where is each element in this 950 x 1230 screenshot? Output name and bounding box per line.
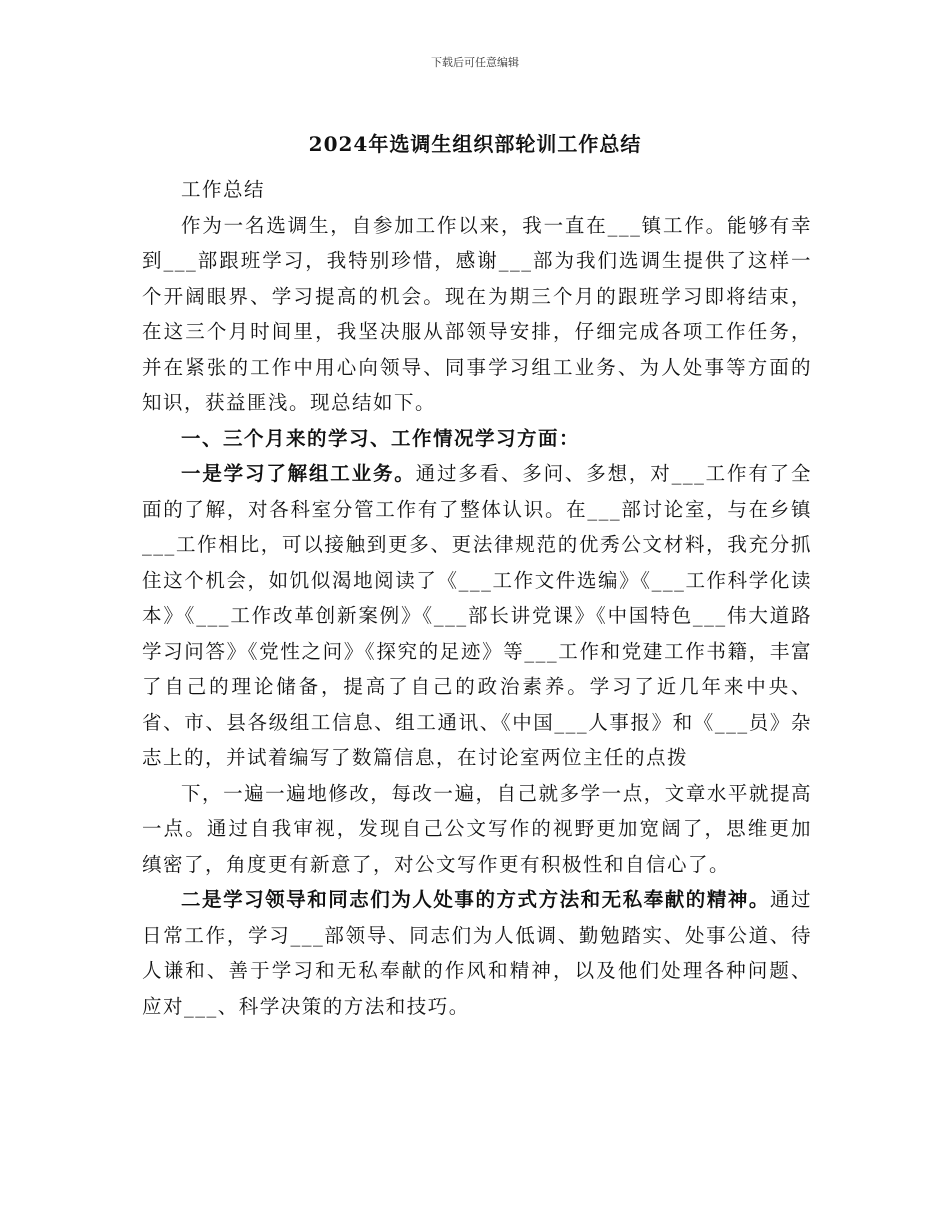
paragraph-text: 工作总结 xyxy=(181,178,266,201)
section-heading-text: 一、三个月来的学习、工作情况学习方面： xyxy=(181,426,581,450)
document-body xyxy=(142,172,812,1024)
document-title: 2024年选调生组织部轮训工作总结 xyxy=(308,132,642,156)
page-header: 下载后可任意编辑 xyxy=(431,56,519,69)
paragraph-text: 下，一遍一遍地修改，每改一遍，自己就多学一点，文章水平就提高一点。通过自我审视，发现自己公文写作的视野更加宽阔了，思维更加缜密了，角度更有新意了，对公文写作更有积极性和自信心了。 xyxy=(142,781,812,876)
section-heading xyxy=(142,421,812,457)
paragraph-lead: 二是学习领导和同志们为人处事的方式方法和无私奉献的精神。 xyxy=(181,888,770,911)
paragraph xyxy=(142,456,812,776)
paragraph-text: 通过多看、多问、多想，对___工作有了全面的了解，对各科室分管工作有了整体认识。在___部讨论室，与在乡镇___工作相比，可以接触到更多、更法律规范的优秀公文材料，我充分抓住这个机会，如饥似渴地阅读了《___工作文件选编》《___工作科学化读本》《___工作改革创新案例》《___部长讲党课》《中国特色___伟大道路学习问答》《党性之问》《探究的足迹》等___工作和党建工作书籍，丰富了自己的理论储备，提高了自己的政治素养。学习了近几年来中央、省、市、县各级组工信息、组工通讯、《中国___人事报》和《___员》杂志上的，并试着编写了数篇信息，在讨论室两位主任的点拨 xyxy=(142,462,812,769)
paragraph-text: 通过日常工作，学习___部领导、同志们为人低调、勤勉踏实、处事公道、待人谦和、善于学习和无私奉献的作风和精神，以及他们处理各种问题、应对___、科学决策的方法和技巧。 xyxy=(142,888,812,1018)
paragraph xyxy=(142,208,812,421)
paragraph xyxy=(142,776,812,883)
paragraph-text: 作为一名选调生，自参加工作以来，我一直在___镇工作。能够有幸到___部跟班学习，我特别珍惜，感谢___部为我们选调生提供了这样一个开阔眼界、学习提高的机会。现在为期三个月的跟班学习即将结束，在这三个月时间里，我坚决服从部领导安排，仔细完成各项工作任务，并在紧张的工作中用心向领导、同事学习组工业务、为人处事等方面的知识，获益匪浅。现总结如下。 xyxy=(142,213,812,414)
paragraph xyxy=(142,172,812,208)
paragraph xyxy=(142,882,812,1024)
paragraph-lead: 一是学习了解组工业务。 xyxy=(181,462,416,485)
